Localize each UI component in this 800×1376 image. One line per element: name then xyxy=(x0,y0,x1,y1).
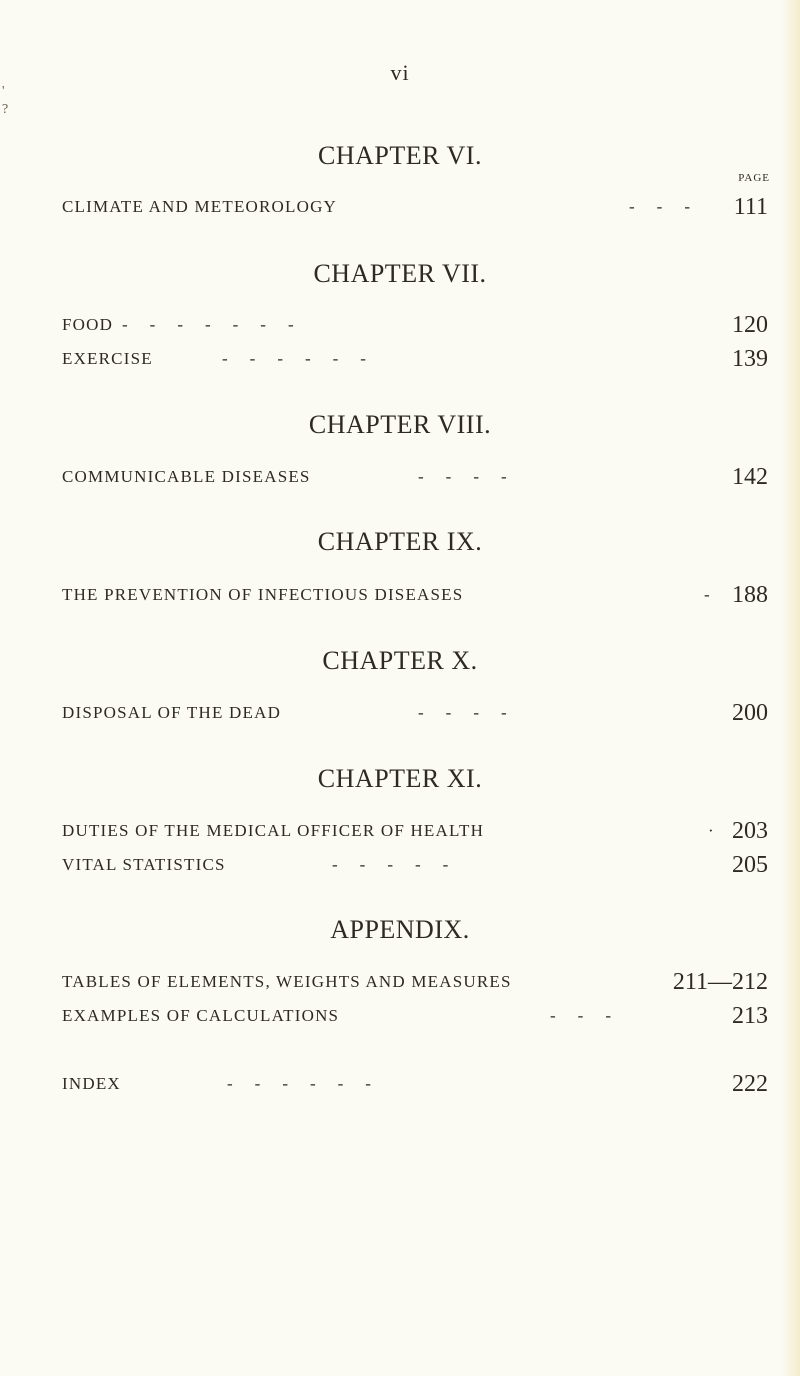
toc-entry-title: EXERCISE xyxy=(62,349,153,368)
chapter-heading: CHAPTER IX. xyxy=(317,527,483,556)
toc-leader: - - - - - xyxy=(332,855,450,874)
chapter-heading: CHAPTER VIII. xyxy=(308,410,492,439)
appendix-heading: APPENDIX. xyxy=(330,915,470,944)
toc-entry xyxy=(62,967,768,997)
toc-leader: - - - xyxy=(629,197,691,216)
toc-leader: · xyxy=(708,821,715,840)
chapter-heading: CHAPTER X. xyxy=(322,646,478,675)
toc-leader: - - - - - - - xyxy=(122,315,295,334)
toc-entry xyxy=(62,698,768,728)
toc-entry-title: INDEX xyxy=(62,1074,121,1093)
toc-leader: - - - - - - xyxy=(227,1074,372,1093)
toc-entry xyxy=(62,850,768,880)
chapter-heading: CHAPTER VI. xyxy=(318,141,482,170)
toc-page-number: 222 xyxy=(732,1071,768,1097)
toc-entry-title: COMMUNICABLE DISEASES xyxy=(62,467,311,486)
toc-page-number: 211—212 xyxy=(672,969,768,995)
toc-entry xyxy=(62,1001,768,1031)
toc-page-number: 205 xyxy=(732,852,768,878)
page-column-label: PAGE xyxy=(738,172,770,184)
toc-entry-title: EXAMPLES OF CALCULATIONS xyxy=(62,1006,340,1025)
toc-entry xyxy=(62,192,768,222)
toc-leader: - - - xyxy=(550,1006,612,1025)
toc-page-number: 111 xyxy=(733,194,768,220)
toc-entry-title: CLIMATE AND METEOROLOGY xyxy=(62,197,338,216)
toc-page-number: 213 xyxy=(732,1003,768,1029)
toc-page-number: 120 xyxy=(732,312,768,338)
toc-entry-title: VITAL STATISTICS xyxy=(62,855,226,874)
toc-leader: - xyxy=(704,585,711,604)
chapter-heading: CHAPTER VII. xyxy=(313,259,487,288)
toc-entry-title: THE PREVENTION OF INFECTIOUS DISEASES xyxy=(62,585,464,604)
toc-entry xyxy=(62,816,768,846)
toc-page-number: 142 xyxy=(732,464,768,490)
toc-leader: - - - - xyxy=(418,467,508,486)
toc-page-number: 200 xyxy=(732,700,768,726)
page-number: vi xyxy=(390,60,410,85)
toc-entry xyxy=(62,462,768,492)
toc-entry-title: TABLES OF ELEMENTS, WEIGHTS AND MEASURES xyxy=(62,972,512,991)
page-edge xyxy=(782,0,800,1376)
toc-entry-index xyxy=(62,1069,768,1099)
toc-leader: - - - - - - xyxy=(222,349,367,368)
toc-leader: - - - - xyxy=(418,703,508,722)
toc-page-number: 203 xyxy=(732,818,768,844)
toc-entry xyxy=(62,310,768,340)
toc-entry xyxy=(62,344,768,374)
margin-mark: ? xyxy=(2,102,9,117)
toc-entry-title: DUTIES OF THE MEDICAL OFFICER OF HEALTH xyxy=(62,821,485,840)
toc-entry-title: FOOD xyxy=(62,315,114,334)
toc-entry-title: DISPOSAL OF THE DEAD xyxy=(62,703,282,722)
toc-page-number: 139 xyxy=(732,346,768,372)
toc-page-number: 188 xyxy=(732,582,768,608)
chapter-heading: CHAPTER XI. xyxy=(317,764,483,793)
margin-mark: ' xyxy=(2,84,5,99)
toc-entry xyxy=(62,580,768,610)
